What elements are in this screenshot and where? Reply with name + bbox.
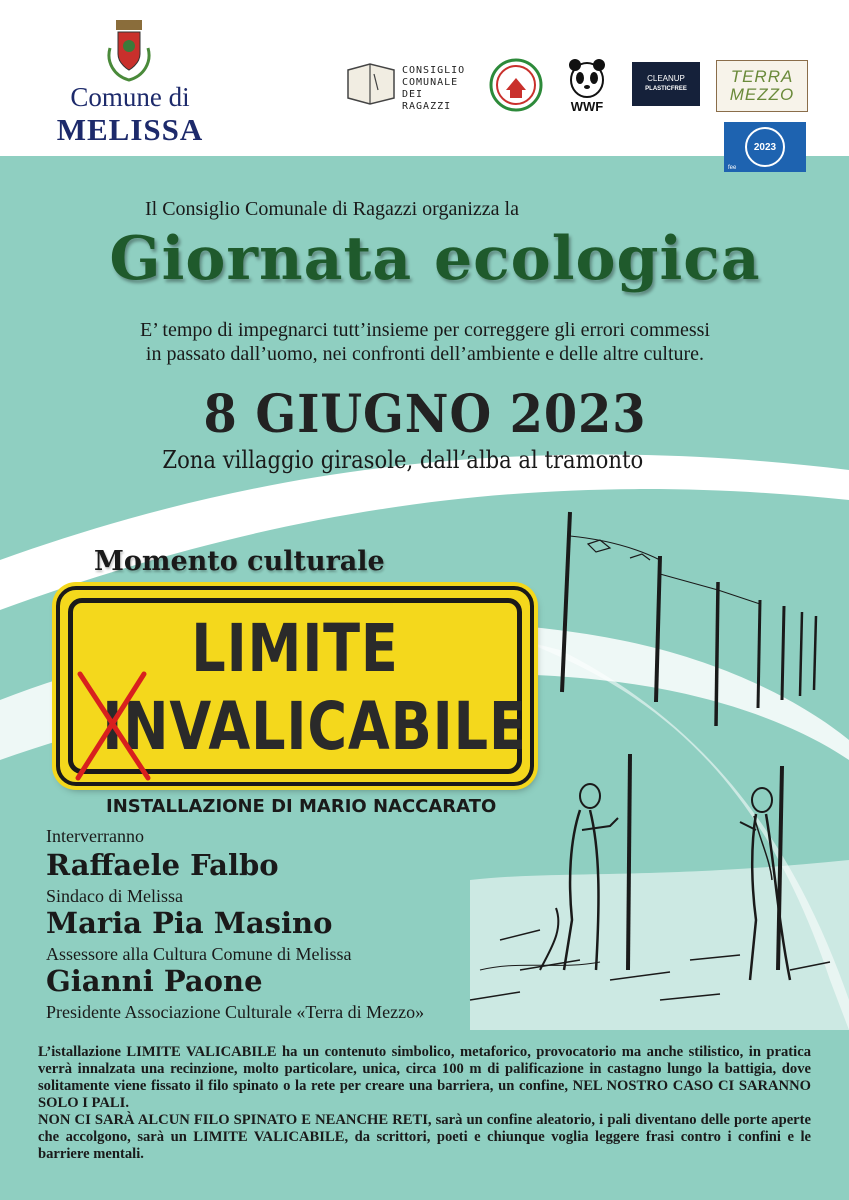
- blue-flag-year: 2023: [753, 141, 777, 153]
- plasticfree-label: PLASTICFREE: [645, 86, 687, 92]
- terra-label: TERRA: [730, 67, 794, 86]
- sign-word-limite: LIMITE: [191, 610, 399, 687]
- footer-description-box: [22, 1034, 827, 1192]
- event-title: Giornata ecologica: [109, 224, 761, 294]
- footer-paragraph-2: NON CI SARÀ ALCUN FILO SPINATO E NEANCHE RETI, sarà un confine aleatorio, i pali diventano delle porte aperte che accolgono, sarà un LIMITE VALICABILE, da scrittori, poeti e chiunque voglia leggere frasi contro i confini e le barriere mentali.: [38, 1112, 811, 1162]
- comune-name: MELISSA: [56, 112, 204, 147]
- melissa-coat-of-arms-icon: [104, 18, 154, 86]
- mezzo-label: MEZZO: [729, 85, 795, 104]
- wwf-panda-logo-icon: [562, 52, 612, 118]
- footer-paragraph-1: L’istallazione LIMITE VALICABILE ha un contenuto simbolico, metaforico, provocatorio ma anche stilistico, in pratica verrà innalzata una recinzione, molto particolare, unica, circa 100 m di palificazione in castagno lungo la battigia, dove solitamente viene fissato il filo spinato o la rete per creare una barriera, un confine, NEL NOSTRO CASO CI SARANNO SOLO I PALI.: [38, 1044, 811, 1111]
- ccr-round-logo-icon: [488, 58, 544, 112]
- blue-flag-logo-icon: [724, 122, 806, 172]
- installation-credit: INSTALLAZIONE DI MARIO NACCARATO: [106, 796, 497, 817]
- description-line-2: in passato dall’uomo, nei confronti dell’ambiente e delle altre culture.: [145, 343, 705, 365]
- cleanup-label: CLEANUP: [647, 74, 685, 83]
- consiglio-logo-text: CONSIGLIO COMUNALE DEI RAGAZZI: [402, 65, 466, 112]
- book-logo-icon: [344, 60, 398, 106]
- wwf-label: WWF: [570, 99, 604, 114]
- speaker-3-name: Gianni Paone: [46, 964, 263, 998]
- description-line-1: E’ tempo di impegnarci tutt’insieme per correggere gli errori commessi: [140, 319, 710, 341]
- comune-label: Comune di: [70, 82, 190, 112]
- event-date: 8 GIUGNO 2023: [203, 384, 647, 445]
- sign-word-rest: VALICABILE: [169, 688, 527, 765]
- speaker-3-role: Presidente Associazione Culturale «Terra di Mezzo»: [46, 1002, 425, 1022]
- event-location: Zona villaggio girasole, dall’alba al tramonto: [162, 446, 644, 474]
- terra-di-mezzo-logo-icon: [716, 60, 808, 112]
- cleanup-plasticfree-logo-icon: [632, 62, 700, 106]
- speakers-intro: Interverranno: [46, 826, 144, 846]
- sign-crossed-prefix: IN: [102, 688, 170, 765]
- speaker-2-role: Assessore alla Cultura Comune di Melissa: [46, 944, 352, 964]
- culture-heading: Momento culturale: [94, 546, 385, 577]
- fee-label: fee: [728, 165, 737, 171]
- sign-word-valicabile: [102, 688, 527, 765]
- speaker-1-name: Raffaele Falbo: [46, 848, 279, 882]
- speaker-1-role: Sindaco di Melissa: [46, 886, 183, 906]
- speaker-2-name: Maria Pia Masino: [46, 906, 333, 940]
- red-cross-mark-icon: [70, 666, 160, 786]
- event-description: [20, 318, 830, 366]
- organizer-line: Il Consiglio Comunale di Ragazzi organizza la: [145, 198, 519, 220]
